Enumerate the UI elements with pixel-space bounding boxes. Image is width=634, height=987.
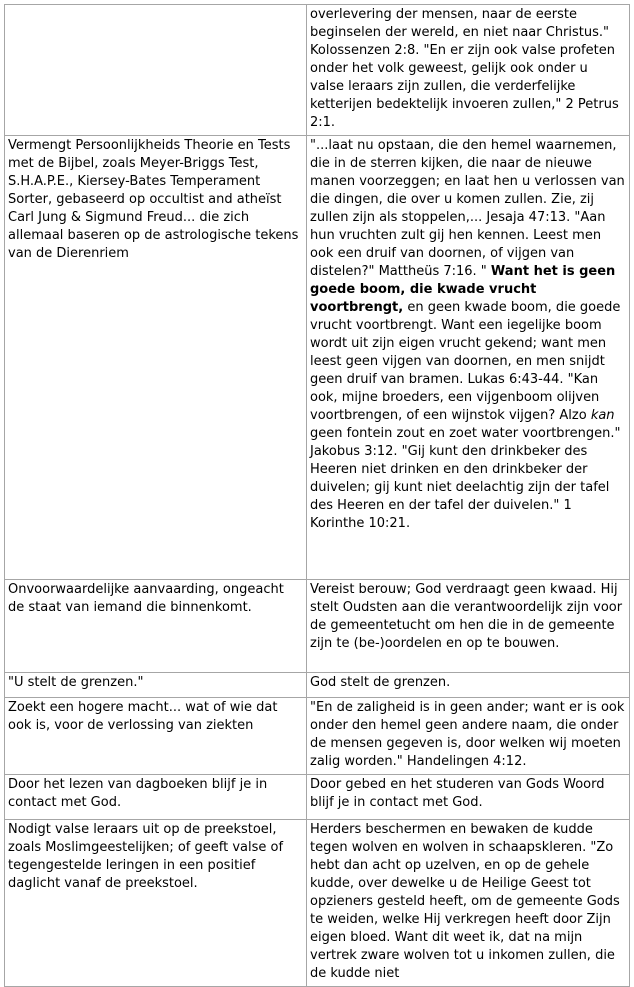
text-segment: Herders beschermen en bewaken de kudde tegen wolven en wolven in schaapskleren. "Zo hebt dan acht op uzelven, en op de gehele kudde, over dewelke u de Heilige Geest tot opzieners gesteld heeft, om de gemeente Gods te weiden, welke Hij verkregen heeft door Zijn eigen bloed. Want dit weet ik, dat na mijn vertrek zware wolven tot u inkomen zullen, die de kudde niet <box>310 822 620 981</box>
table-row <box>5 775 630 820</box>
table-cell-left <box>5 673 307 698</box>
text-segment: "...laat nu opstaan, die den hemel waarnemen, die in de sterren kijken, die naar de nieuwe manen voorzeggen; en laat hen u verlossen van die dingen, die over u komen zullen. Zie, zij zullen zijn als stoppelen,... Jesaja 47:13. "Aan hun vruchten zult gij hen kennen. Leest men ook een druif van doornen, of vijgen van distelen?" Mattheüs 7:16. " <box>310 138 625 279</box>
text-segment: Nodigt valse leraars uit op de preekstoel, zoals Moslimgeestelijken; of geeft valse of tegengestelde leringen in een positief daglicht vanaf de preekstoel. <box>8 822 284 891</box>
comparison-table <box>4 4 630 987</box>
text-segment: Door gebed en het studeren van Gods Woord blijf je in contact met God. <box>310 777 605 810</box>
table-body <box>5 5 630 987</box>
text-segment: overlevering der mensen, naar de eerste beginselen der wereld, en niet naar Christus." Kolossenzen 2:8. "En er zijn ook valse profeten onder het volk geweest, gelijk ook onder u valse leraars zijn zullen, die verderfelijke ketterijen bedektelijk invoeren zullen," 2 Petrus 2:1. <box>310 7 619 130</box>
table-cell-right <box>307 673 630 698</box>
text-segment: Onvoorwaardelijke aanvaarding, ongeacht de staat van iemand die binnenkomt. <box>8 582 284 615</box>
text-segment: Vereist berouw; God verdraagt geen kwaad. Hij stelt Oudsten aan die verantwoordelijk zijn voor de gemeentetucht om hen die in de gemeente zijn te (be-)oordelen en op te bouwen. <box>310 582 623 651</box>
table-cell-right <box>307 820 630 987</box>
table-cell-right <box>307 698 630 775</box>
table-row <box>5 136 630 580</box>
text-segment: Door het lezen van dagboeken blijf je in contact met God. <box>8 777 268 810</box>
text-segment: Want het is geen goede boom, die kwade vrucht voortbrengt, <box>310 264 616 315</box>
table-cell-left <box>5 820 307 987</box>
table-cell-right <box>307 775 630 820</box>
text-segment: geen fontein zout en zoet water voortbrengen." Jakobus 3:12. "Gij kunt den drinkbeker des Heeren niet drinken en den drinkbeker der duivelen; gij kunt niet deelachtig zijn der tafel des Heeren en der tafel der duivelen." 1 Korinthe 10:21. <box>310 426 621 531</box>
table-cell-left <box>5 775 307 820</box>
table-cell-right <box>307 136 630 580</box>
table-cell-right <box>307 5 630 136</box>
text-segment: kan <box>590 408 615 423</box>
table-row <box>5 698 630 775</box>
table-cell-left <box>5 580 307 673</box>
text-segment: "U stelt de grenzen." <box>8 675 144 690</box>
table-cell-left <box>5 5 307 136</box>
table-row <box>5 673 630 698</box>
text-segment: en geen kwade boom, die goede vrucht voortbrengt. Want een iegelijke boom wordt uit zijn eigen vrucht gekend; want men leest geen vijgen van doornen, en men snijdt geen druif van bramen. Lukas 6:43-44. "Kan ook, mijne broeders, een vijgenboom olijven voortbrengen, of een wijnstok vijgen? Alzo <box>310 300 621 423</box>
table-row <box>5 580 630 673</box>
table-cell-left <box>5 698 307 775</box>
table-cell-left <box>5 136 307 580</box>
text-segment: Zoekt een hogere macht... wat of wie dat ook is, voor de verlossing van ziekten <box>8 700 278 733</box>
table-row <box>5 820 630 987</box>
table-row <box>5 5 630 136</box>
table-cell-right <box>307 580 630 673</box>
text-segment: God stelt de grenzen. <box>310 675 451 690</box>
text-segment: "En de zaligheid is in geen ander; want er is ook onder den hemel geen andere naam, die onder de mensen gegeven is, door welken wij moeten zalig worden." Handelingen 4:12. <box>310 700 625 769</box>
text-segment: Vermengt Persoonlijkheids Theorie en Tests met de Bijbel, zoals Meyer-Briggs Test, S.H.A.P.E., Kiersey-Bates Temperament Sorter, gebaseerd op occultist and atheïst Carl Jung & Sigmund Freud... die zich allemaal baseren op de astrologische tekens van de Dierenriem <box>8 138 299 261</box>
